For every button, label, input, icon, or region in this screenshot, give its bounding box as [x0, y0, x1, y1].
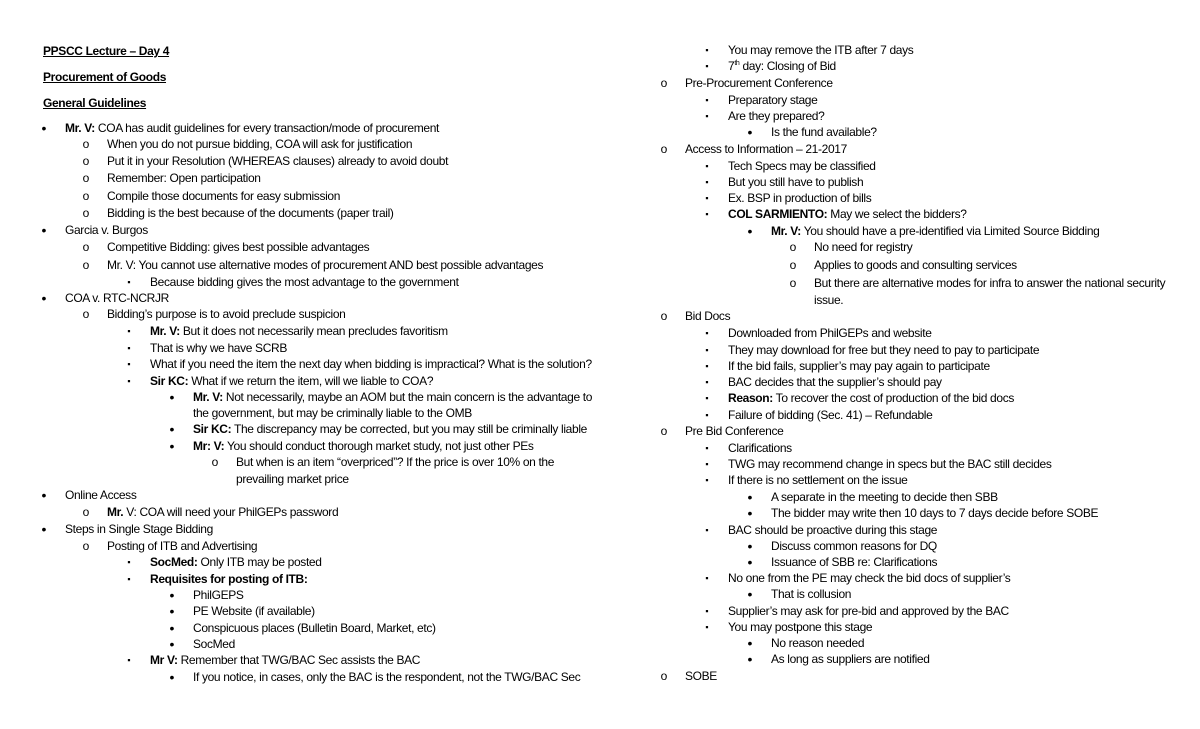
bullet-disc-icon: •: [747, 538, 753, 554]
outline-item: [814, 257, 1017, 273]
speaker-label: Mr: V:: [193, 439, 225, 453]
outline-item: [65, 521, 213, 537]
item-text: COA v. RTC-NCRJR: [65, 291, 169, 305]
item-text: Pre-Procurement Conference: [685, 76, 833, 90]
item-text: You should have a pre-identified via Limited Source Bidding: [800, 224, 1100, 238]
bullet-square-icon: ▪: [127, 376, 131, 386]
bullet-circle-icon: o: [789, 240, 797, 254]
outline-item: [193, 669, 580, 685]
outline-item: [728, 158, 876, 174]
outline-item: [771, 223, 1099, 239]
outline-item: [728, 407, 932, 423]
bullet-circle-icon: o: [660, 76, 668, 90]
bullet-square-icon: ▪: [127, 655, 131, 665]
item-text: You should conduct thorough market study, not just other PEs: [224, 439, 534, 453]
outline-item: [728, 374, 942, 390]
item-text: Garcia v. Burgos: [65, 223, 148, 237]
outline-item: [236, 454, 554, 470]
outline-item: [107, 257, 543, 273]
outline-item: [728, 472, 907, 488]
bullet-disc-icon: •: [41, 487, 47, 503]
bullet-disc-icon: •: [747, 124, 753, 140]
item-text: Because bidding gives the most advantage to the government: [150, 275, 459, 289]
outline-item: [771, 489, 998, 505]
outline-item: [728, 190, 871, 206]
bullet-circle-icon: o: [82, 171, 90, 185]
bullet-disc-icon: •: [169, 669, 175, 685]
outline-item: [728, 619, 872, 635]
item-text: But when is an item “overpriced”? If the price is over 10% on the: [236, 455, 555, 469]
item-text: That is why we have SCRB: [150, 341, 287, 355]
bullet-disc-icon: •: [169, 620, 175, 636]
outline-item: [728, 206, 967, 222]
outline-item: [685, 668, 717, 684]
outline-item: [685, 75, 833, 91]
item-text: Remember that TWG/BAC Sec assists the BAC: [177, 653, 421, 667]
bullet-square-icon: ▪: [705, 622, 709, 632]
outline-item: [65, 487, 137, 503]
item-text: You may remove the ITB after 7 days: [728, 43, 914, 57]
item-text: issue.: [814, 293, 844, 307]
bullet-square-icon: ▪: [705, 443, 709, 453]
outline-item: [728, 342, 1039, 358]
outline-item: [107, 239, 369, 255]
outline-item: [193, 405, 472, 421]
speaker-label: Mr V:: [150, 653, 178, 667]
item-text: Compile those documents for easy submission: [107, 189, 341, 203]
item-text: Conspicuous places (Bulletin Board, Market, etc): [193, 621, 436, 635]
speaker-label: Sir KC:: [193, 422, 232, 436]
outline-item: [107, 504, 338, 520]
outline-item: [728, 603, 1009, 619]
bullet-square-icon: ▪: [705, 95, 709, 105]
item-text: Is the fund available?: [771, 125, 877, 139]
outline-item: [728, 456, 1052, 472]
item-text: You may postpone this stage: [728, 620, 873, 634]
bullet-circle-icon: o: [660, 669, 668, 683]
bullet-circle-icon: o: [82, 137, 90, 151]
bullet-square-icon: ▪: [705, 177, 709, 187]
bullet-square-icon: ▪: [127, 359, 131, 369]
outline-item: [107, 153, 448, 169]
speaker-label: COL SARMIENTO:: [728, 207, 828, 221]
item-text: prevailing market price: [236, 472, 349, 486]
outline-item: [685, 423, 783, 439]
item-text: Competitive Bidding: gives best possible advantages: [107, 240, 370, 254]
document-subtitle: Procurement of Goods: [43, 70, 167, 84]
bullet-square-icon: ▪: [127, 277, 131, 287]
bullet-square-icon: ▪: [705, 525, 709, 535]
speaker-label: Reason:: [728, 391, 773, 405]
item-text: V: COA will need your PhilGEPs password: [123, 505, 339, 519]
outline-item: [150, 554, 322, 570]
bullet-circle-icon: o: [82, 539, 90, 553]
speaker-label: Requisites for posting of ITB:: [150, 572, 308, 586]
bullet-circle-icon: o: [82, 240, 90, 254]
item-text: The discrepancy may be corrected, but you may still be criminally liable: [231, 422, 587, 436]
bullet-square-icon: ▪: [705, 377, 709, 387]
outline-item: [150, 356, 592, 372]
item-text: SocMed: [193, 637, 235, 651]
item-text: Preparatory stage: [728, 93, 818, 107]
item-text: If the bid fails, supplier’s may pay again to participate: [728, 359, 990, 373]
item-text: PE Website (if available): [193, 604, 315, 618]
outline-item: [150, 323, 448, 339]
outline-item: [771, 651, 930, 667]
item-text: Mr. V: You cannot use alternative modes of procurement AND best possible advantages: [107, 258, 544, 272]
item-text: What if we return the item, will we liable to COA?: [188, 374, 434, 388]
outline-item: [685, 141, 847, 157]
bullet-square-icon: ▪: [127, 574, 131, 584]
bullet-disc-icon: •: [747, 489, 753, 505]
item-text: Remember: Open participation: [107, 171, 261, 185]
outline-item: [728, 108, 824, 124]
item-text: May we select the bidders?: [827, 207, 967, 221]
section-heading: General Guidelines: [43, 96, 147, 110]
item-text: PhilGEPS: [193, 588, 244, 602]
bullet-square-icon: ▪: [127, 343, 131, 353]
item-text: Applies to goods and consulting services: [814, 258, 1017, 272]
bullet-disc-icon: •: [41, 222, 47, 238]
outline-item: [65, 290, 169, 306]
outline-item: [771, 635, 864, 651]
item-text: No one from the PE may check the bid docs of supplier’s: [728, 571, 1011, 585]
bullet-disc-icon: •: [747, 651, 753, 667]
outline-item: [193, 620, 436, 636]
item-text: SOBE: [685, 669, 717, 683]
outline-item: [814, 292, 843, 308]
bullet-square-icon: ▪: [705, 393, 709, 403]
item-text: Pre Bid Conference: [685, 424, 784, 438]
item-text: A separate in the meeting to decide then SBB: [771, 490, 998, 504]
bullet-square-icon: ▪: [705, 193, 709, 203]
bullet-square-icon: ▪: [705, 410, 709, 420]
outline-item: [193, 421, 587, 437]
bullet-disc-icon: •: [41, 120, 47, 136]
speaker-label: Mr. V:: [65, 121, 95, 135]
item-text: day: Closing of Bid: [739, 59, 836, 73]
item-text: If you notice, in cases, only the BAC is the respondent, not the TWG/BAC Sec: [193, 670, 581, 684]
bullet-circle-icon: o: [211, 455, 219, 469]
item-text: That is collusion: [771, 587, 852, 601]
bullet-circle-icon: o: [82, 154, 90, 168]
bullet-circle-icon: o: [660, 309, 668, 323]
outline-item: [65, 222, 148, 238]
item-text: Are they prepared?: [728, 109, 825, 123]
bullet-disc-icon: •: [747, 223, 753, 239]
bullet-circle-icon: o: [789, 258, 797, 272]
outline-item: [728, 570, 1010, 586]
ordinal-suffix: th: [734, 60, 740, 67]
bullet-square-icon: ▪: [705, 475, 709, 485]
bullet-disc-icon: •: [747, 505, 753, 521]
bullet-circle-icon: o: [82, 258, 90, 272]
outline-item: [771, 538, 937, 554]
bullet-square-icon: ▪: [705, 361, 709, 371]
bullet-circle-icon: o: [660, 142, 668, 156]
speaker-label: Mr. V:: [771, 224, 801, 238]
bullet-disc-icon: •: [41, 521, 47, 537]
outline-item: [193, 603, 315, 619]
outline-item: [814, 239, 912, 255]
speaker-label: Mr. V:: [193, 390, 223, 404]
item-text: Discuss common reasons for DQ: [771, 539, 937, 553]
bullet-square-icon: ▪: [705, 45, 709, 55]
document-title: PPSCC Lecture – Day 4: [43, 44, 170, 58]
bullet-square-icon: ▪: [705, 61, 709, 71]
item-text: BAC should be proactive during this stage: [728, 523, 938, 537]
item-text: If there is no settlement on the issue: [728, 473, 908, 487]
outline-item: [107, 306, 345, 322]
ordinal-number: 7: [728, 59, 735, 73]
outline-item: [728, 390, 1014, 406]
item-text: Only ITB may be posted: [197, 555, 322, 569]
bullet-square-icon: ▪: [705, 606, 709, 616]
item-text: Clarifications: [728, 441, 792, 455]
bullet-square-icon: ▪: [127, 557, 131, 567]
outline-item: [728, 440, 792, 456]
item-text: the government, but may be criminally liable to the OMB: [193, 406, 472, 420]
bullet-disc-icon: •: [747, 635, 753, 651]
item-text: Failure of bidding (Sec. 41) – Refundable: [728, 408, 933, 422]
item-text: Access to Information – 21-2017: [685, 142, 847, 156]
outline-item: [728, 358, 990, 374]
outline-item: [771, 586, 851, 602]
bullet-circle-icon: o: [82, 307, 90, 321]
outline-item: [728, 174, 863, 190]
bullet-disc-icon: •: [169, 421, 175, 437]
outline-item: [771, 554, 937, 570]
bullet-disc-icon: •: [747, 554, 753, 570]
bullet-disc-icon: •: [169, 587, 175, 603]
bullet-square-icon: ▪: [705, 111, 709, 121]
bullet-square-icon: ▪: [127, 326, 131, 336]
item-text: To recover the cost of production of the bid docs: [772, 391, 1015, 405]
item-text: When you do not pursue bidding, COA will ask for justification: [107, 137, 413, 151]
item-text: Bid Docs: [685, 309, 731, 323]
outline-item: [728, 325, 932, 341]
outline-item: [150, 340, 287, 356]
outline-item: [193, 438, 534, 454]
outline-item: [107, 136, 412, 152]
outline-item: [771, 124, 877, 140]
bullet-circle-icon: o: [82, 206, 90, 220]
bullet-disc-icon: •: [169, 636, 175, 652]
bullet-disc-icon: •: [169, 389, 175, 405]
outline-item: [193, 587, 244, 603]
bullet-square-icon: ▪: [705, 209, 709, 219]
speaker-label: Mr. V:: [150, 324, 180, 338]
speaker-label: SocMed:: [150, 555, 198, 569]
outline-item: [193, 636, 235, 652]
outline-item: [728, 522, 937, 538]
bullet-disc-icon: •: [169, 603, 175, 619]
bullet-circle-icon: o: [660, 424, 668, 438]
outline-item: [685, 308, 730, 324]
bullet-square-icon: ▪: [705, 573, 709, 583]
item-text: Ex. BSP in production of bills: [728, 191, 872, 205]
item-text: Posting of ITB and Advertising: [107, 539, 258, 553]
item-text: No reason needed: [771, 636, 865, 650]
outline-item: [65, 120, 439, 136]
bullet-disc-icon: •: [169, 438, 175, 454]
outline-item: [150, 652, 420, 668]
item-text: Downloaded from PhilGEPs and website: [728, 326, 932, 340]
item-text: Bidding is the best because of the documents (paper trail): [107, 206, 394, 220]
outline-item: [193, 389, 592, 405]
outline-item: [107, 170, 261, 186]
item-text: Bidding’s purpose is to avoid preclude suspicion: [107, 307, 346, 321]
outline-item: [236, 471, 349, 487]
bullet-disc-icon: •: [41, 290, 47, 306]
outline-item: [728, 42, 913, 58]
outline-item: [150, 274, 459, 290]
bullet-circle-icon: o: [789, 276, 797, 290]
item-text: But it does not necessarily mean precludes favoritism: [179, 324, 448, 338]
outline-item: [107, 188, 340, 204]
item-text: Supplier’s may ask for pre-bid and approved by the BAC: [728, 604, 1009, 618]
outline-item: [728, 92, 817, 108]
bullet-square-icon: ▪: [705, 161, 709, 171]
item-text: TWG may recommend change in specs but the BAC still decides: [728, 457, 1052, 471]
outline-item: [814, 275, 1165, 291]
item-text: As long as suppliers are notified: [771, 652, 930, 666]
item-text: The bidder may write then 10 days to 7 days decide before SOBE: [771, 506, 1099, 520]
item-text: What if you need the item the next day when bidding is impractical? What is the solution?: [150, 357, 592, 371]
item-text: Put it in your Resolution (WHEREAS clauses) already to avoid doubt: [107, 154, 449, 168]
outline-item: [771, 505, 1098, 521]
bullet-square-icon: ▪: [705, 345, 709, 355]
outline-item: [728, 58, 836, 74]
item-text: Steps in Single Stage Bidding: [65, 522, 213, 536]
item-text: Issuance of SBB re: Clarifications: [771, 555, 938, 569]
item-text: Tech Specs may be classified: [728, 159, 876, 173]
bullet-square-icon: ▪: [705, 459, 709, 469]
outline-item: [150, 571, 308, 587]
bullet-square-icon: ▪: [705, 328, 709, 338]
speaker-label: Sir KC:: [150, 374, 189, 388]
outline-item: [150, 373, 433, 389]
bullet-disc-icon: •: [747, 586, 753, 602]
outline-item: [107, 538, 257, 554]
item-text: Not necessarily, maybe an AOM but the main concern is the advantage to: [222, 390, 593, 404]
item-text: BAC decides that the supplier’s should pay: [728, 375, 942, 389]
bullet-circle-icon: o: [82, 189, 90, 203]
bullet-circle-icon: o: [82, 505, 90, 519]
outline-item: [107, 205, 394, 221]
item-text: Online Access: [65, 488, 137, 502]
item-text: No need for registry: [814, 240, 913, 254]
item-text: They may download for free but they need to pay to participate: [728, 343, 1040, 357]
speaker-label: Mr.: [107, 505, 124, 519]
item-text: But you still have to publish: [728, 175, 864, 189]
item-text: COA has audit guidelines for every transaction/mode of procurement: [94, 121, 440, 135]
item-text: But there are alternative modes for infra to answer the national security: [814, 276, 1166, 290]
